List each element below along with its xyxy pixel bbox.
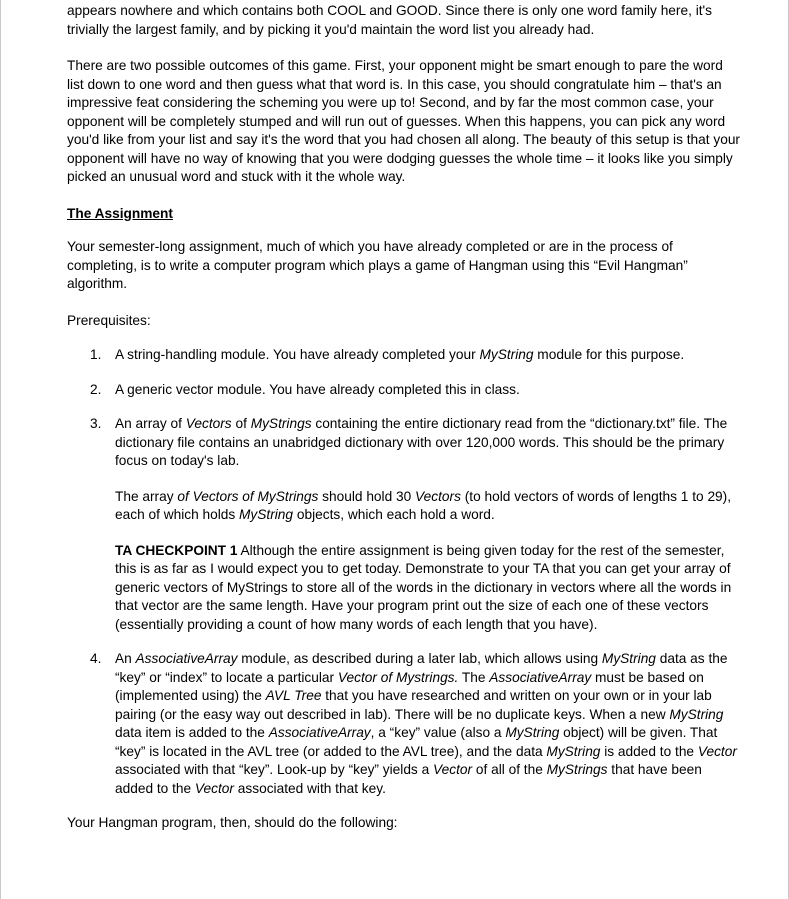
list-number: 2. xyxy=(90,381,102,397)
assignment-intro: Your semester-long assignment, much of which you have already completed or are in the process of completing, is to write a computer program which plays a game of Hangman using this “Evil Hangman” algorithm. xyxy=(67,239,688,291)
document-content xyxy=(67,2,743,833)
section-heading-assignment: The Assignment xyxy=(67,205,173,221)
intro-paragraph-2: There are two possible outcomes of this game. First, your opponent might be smart enough to pare the word list down to one word and then guess what that word is. In this case, you should congratulate him – that's an impressive feat considering the scheming you were up to! Second, and by far the most common case, your opponent will be completely stumped and will run out of guesses. When this happens, you can pick any word you'd like from your list and say it's the word that you had chosen all along. The beauty of this setup is that your opponent will have no way of knowing that you were dodging guesses the whole time – it looks like you simply picked an unusual word and stuck with it the whole way. xyxy=(67,58,740,184)
ta-checkpoint xyxy=(115,542,743,635)
prerequisites-list xyxy=(67,346,743,798)
item-text: module for this purpose. xyxy=(533,347,685,362)
item-text-italic: MyString xyxy=(479,347,534,362)
item-text: A string-handling module. You have already completed your xyxy=(115,347,480,362)
list-item xyxy=(67,381,743,400)
item-paragraph: An array of Vectors of MyStrings containing the entire dictionary read from the “dictionary.txt” file. The dictionary file contains an unabridged dictionary with over 120,000 words. This should be the primary focus on today's lab. xyxy=(115,416,728,468)
list-item xyxy=(67,346,743,365)
list-item xyxy=(67,415,743,634)
intro-paragraph-1: appears nowhere and which contains both COOL and GOOD. Since there is only one word family here, it's trivially the largest family, and by picking it you'd maintain the word list you already had. xyxy=(67,3,712,37)
list-number: 3. xyxy=(90,416,102,431)
list-number: 4. xyxy=(90,651,102,666)
list-number: 1. xyxy=(90,347,102,362)
item-paragraph: An AssociativeArray module, as described during a later lab, which allows using MyString data as the “key” or “index” to locate a particular Vector of Mystrings. The AssociativeArray must be based on (implemented using) the AVL Tree that you have researched and written on your own or in your lab pairing (or the easy way out described in lab). There will be no duplicate keys. When a new MyString data item is added to the AssociativeArray, a “key” value (also a MyString object) will be given. That “key” is located in the AVL tree (or added to the AVL tree), and the data MyString is added to the Vector associated with that “key”. Look-up by “key” yields a Vector of all of the MyStrings that have been added to the Vector associated with that key. xyxy=(115,651,737,796)
item-subparagraph: The array of Vectors of MyStrings should hold 30 Vectors (to hold vectors of words of lengths 1 to 29), each of which holds MyString objects, which each hold a word. xyxy=(115,488,732,522)
prerequisites-label: Prerequisites: xyxy=(67,312,151,328)
list-item xyxy=(67,650,743,798)
checkpoint-text: Although the entire assignment is being given today for the rest of the semester, this is as far as I would expect you to get today. Demonstrate to your TA that you can get your array of generic vectors of MyStrings to store all of the words in the dictionary in vectors where all the words in that vector are the same length. Have your program print out the size of each one of these vectors (essentially providing a count of how many words of each length that you have). xyxy=(115,542,732,632)
item-text: A generic vector module. You have already completed this in class. xyxy=(115,381,520,397)
closing-line: Your Hangman program, then, should do the following: xyxy=(67,815,398,830)
checkpoint-label: TA CHECKPOINT 1 xyxy=(115,542,238,558)
